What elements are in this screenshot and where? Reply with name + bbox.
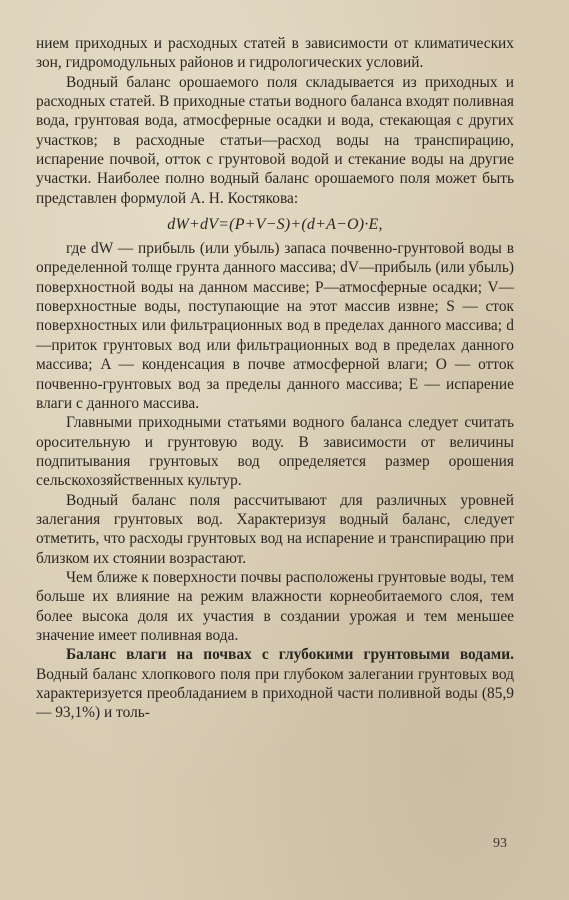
paragraph-formula-legend: где dW — прибыль (или убыль) запаса почвенно-грунтовой воды в определенной толще грунта данного массива; dV—прибыль (или убыль) поверхностной воды на данном массиве; P—атмосферные осадки; V—поверхностные воды, поступающие на этот массив извне; S — сток поверхностных или фильтрационных вод в пределах данного массива; d—приток грунтовых вод или фильтрационных вод в пределах данного массива; A — конденсация в почве атмосферной влаги; O — отток почвенно-грунтовых вод за пределы данного массива; E — испарение влаги с данного массива. xyxy=(36,240,514,412)
paragraph-groundwater-proximity: Чем ближе к поверхности почвы расположены грунтовые воды, тем больше их влияние на режим влажности корнеобитаемого слоя, тем более высока доля их участия в создании урожая и тем меньшее значение имеет поливная вода. xyxy=(36,568,514,644)
paragraph-continuation: нием приходных и расходных статей в зависимости от климатических зон, гидромодульных районов и гидрологических условий. xyxy=(36,35,514,72)
book-page xyxy=(36,34,514,864)
page-number: 93 xyxy=(493,836,507,851)
section-text: Водный баланс хлопкового поля при глубоком залегании грунтовых вод характеризуется преобладанием в приходной части поливной воды (85,9 — 93,1%) и толь- xyxy=(36,665,514,722)
paragraph-deep-groundwater xyxy=(36,645,514,722)
paragraph-water-balance: Водный баланс орошаемого поля складывается из приходных и расходных статей. В приходные статьи водного баланса входят поливная вода, грунтовая вода, атмосферные осадки и вода, стекающая с других участков; в расходные статьи—расход воды на транспирацию, испарение почвой, отток с грунтовой водой и стекание воды на другие участки. Наиболее полно водный баланс орошаемого поля может быть представлен формулой А. Н. Костякова: xyxy=(36,73,514,207)
paragraph-groundwater-levels: Водный баланс поля рассчитывают для различных уровней залегания грунтовых вод. Характеризуя водный баланс, следует отметить, что расходы грунтовых вод на испарение и транспирацию при близком их стоянии возрастают. xyxy=(36,491,514,567)
paragraph-main-inflow: Главными приходными статьями водного баланса следует считать оросительную и грунтовую воду. В зависимости от величины подпитывания грунтовых вод определяется размер орошения сельскохозяйственных культур. xyxy=(36,414,514,490)
section-heading: Баланс влаги на почвах с глубокими грунтовыми водами. xyxy=(66,646,514,664)
kostyakov-formula: dW+dV=(P+V−S)+(d+A−O)·E, xyxy=(167,216,383,234)
